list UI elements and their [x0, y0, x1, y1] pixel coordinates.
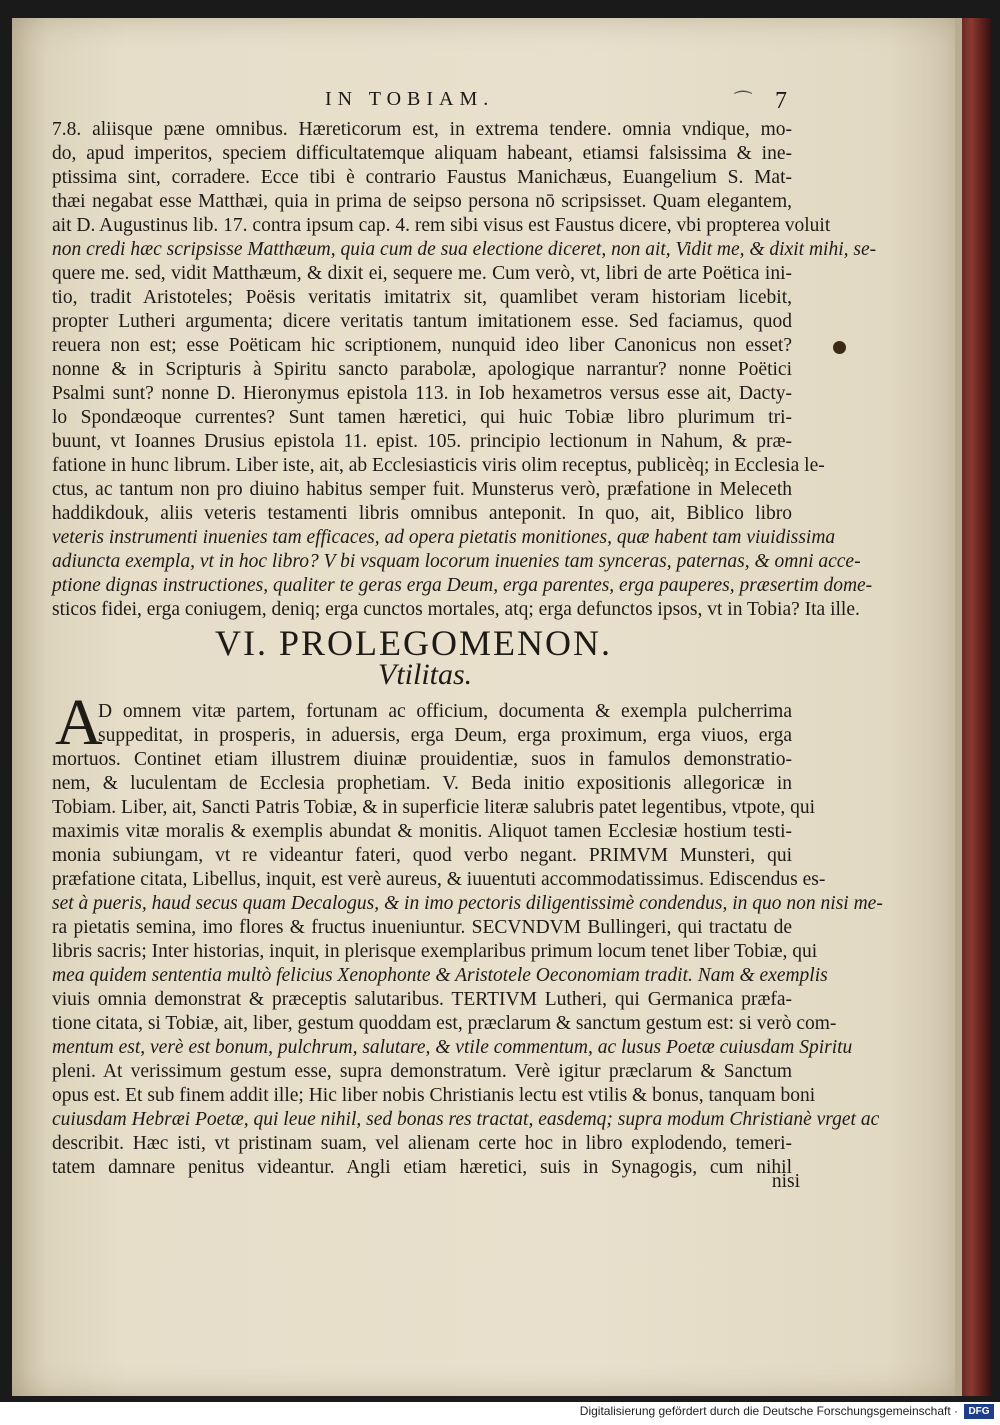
- text-block-lower: [52, 700, 883, 1180]
- text-line: pleni. At verissimum gestum esse, supra demonstratum. Verè igitur præclarum & Sanctum: [52, 1061, 792, 1082]
- text-line: tione citata, si Tobiæ, ait, liber, gestum quoddam est, præclarum & sanctum gestum est: si verò com-: [52, 1013, 837, 1034]
- text-line: fatione in hunc librum. Liber iste, ait, ab Ecclesiasticis viris olim receptus, publicèq; in Ecclesia le-: [52, 455, 825, 476]
- text-line: describit. Hæc isti, vt pristinam suam, vel alienam certe hoc in libro explodendo, temeri-: [52, 1133, 792, 1154]
- section-heading: VI. PROLEGOMENON.: [215, 623, 612, 663]
- book-spine: [962, 18, 992, 1396]
- text-line: haddikdouk, aliis veteris testamenti libris omnibus anteponit. In quo, ait, Biblico libro: [52, 503, 792, 524]
- text-line: suppeditat, in prosperis, in aduersis, erga Deum, erga proximum, erga viuos, erga: [98, 725, 792, 746]
- text-line: propter Lutheri argumenta; dicere veritatis tantum imitationem esse. Sed faciamus, quod: [52, 311, 792, 332]
- page-number: 7: [775, 88, 787, 114]
- text-line: Tobiam. Liber, ait, Sancti Patris Tobiæ, & in superficie literæ salubris patet legentibus, vtpote, qui: [52, 797, 815, 818]
- text-line: maximis vitæ moralis & exemplis abundat & monitis. Aliquot tamen Ecclesiæ hostium testi-: [52, 821, 792, 842]
- text-line: nem, & luculentam de Ecclesia prophetiam. V. Beda initio expositionis allegoricæ in: [52, 773, 792, 794]
- text-line: ptissima sint, corradere. Ecce tibi è contrario Faustus Manichæus, Euangelium S. Mat-: [52, 167, 792, 188]
- text-line: thæi negabat esse Matthæi, quia in prima de seipso persona nō scripsisset. Quam elegantem,: [52, 191, 792, 212]
- text-line: mortuos. Continet etiam illustrem diuinæ prouidentiæ, suos in famulos demonstratio-: [52, 749, 792, 770]
- text-line: quere me. sed, vidit Matthæum, & dixit ei, sequere me. Cum verò, vt, libri de arte Poëtica ini-: [52, 263, 792, 284]
- text-line: D omnem vitæ partem, fortunam ac officium, documenta & exempla pulcherrima: [98, 701, 792, 722]
- text-line: veteris instrumenti inuenies tam efficaces, ad opera pietatis monitiones, quæ habent tam viuidissima: [52, 527, 836, 548]
- text-line: adiuncta exempla, vt in hoc libro? V bi vsquam locorum inuenies tam synceras, paternas, & omni acce-: [52, 551, 861, 572]
- text-line: libris sacris; Inter historias, inquit, in plerisque exemplaribus primum locum tenet liber Tobiæ, qui: [52, 941, 818, 962]
- ink-dot: [833, 341, 846, 354]
- text-line: tio, tradit Aristoteles; Poësis veritatis imitatrix sit, quamlibet veram historiam licebit,: [52, 287, 792, 308]
- section-subheading: Vtilitas.: [378, 658, 473, 691]
- text-line: ctus, ac tantum non pro diuino habitus semper fuit. Munsterus verò, præfatione in Meleceth: [52, 479, 792, 500]
- text-line: nonne & in Scripturis à Spiritu sancto parabolæ, apologique narrantur? nonne Poëtici: [52, 359, 792, 380]
- text-line: lo Spondæoque currentes? Sunt tamen hæretici, qui huic Tobiæ libro plurimum tri-: [52, 407, 792, 428]
- text-line: buunt, vt Ioannes Drusius epistola 11. epist. 105. principio lectionum in Nahum, & præ-: [52, 431, 792, 452]
- text-line: præfatione citata, Libellus, inquit, est verè aureus, & iuuentuti accommodatissimus. Ediscendus es-: [52, 869, 826, 890]
- text-line: cuiusdam Hebræi Poetæ, qui leue nihil, sed bonas res tractat, easdemq; supra modum Christianè vrget ac: [52, 1109, 880, 1130]
- catchword: nisi: [771, 1171, 800, 1192]
- drop-cap: A: [55, 686, 103, 759]
- text-line: tatem damnare penitus videantur. Angli etiam hæretici, suis in Synagogis, cum nihil: [52, 1157, 792, 1178]
- text-line: set à pueris, haud secus quam Decalogus, & in imo pectoris diligentissimè condendus, in quo non nisi me-: [52, 893, 883, 914]
- text-line: do, apud imperitos, speciem difficultatemque aliquam habeant, etiamsi falsissima & ine-: [52, 143, 792, 164]
- text-line: reuera non est; esse Poëticam hic scriptionem, nunquid ideo liber Canonicus non esset?: [52, 335, 792, 356]
- text-line: monia subiungam, vt re videantur fateri, quod verbo negant. PRIMVM Munsteri, qui: [52, 845, 792, 866]
- text-line: mentum est, verè est bonum, pulchrum, salutare, & vtile commentum, ac lusus Poetæ cuiusdam Spiritu: [52, 1037, 853, 1058]
- text-line: non credi hæc scripsisse Matthæum, quia cum de sua electione diceret, non ait, Vidit me, & dixit mihi, se-: [52, 239, 877, 260]
- text-line: mea quidem sententia multò felicius Xenophonte & Aristotele Oeconomiam tradit. Nam & exemplis: [52, 965, 828, 986]
- text-line: ra pietatis semina, imo flores & fructus inueniuntur. SECVNDVM Bullingeri, qui tractatu de: [52, 917, 792, 938]
- pen-mark: ⁀: [735, 92, 752, 114]
- text-line: 7.8. aliisque pæne omnibus. Hæreticorum est, in extrema tendere. omnia vndique, mo-: [52, 119, 792, 140]
- text-block-upper: [52, 118, 877, 622]
- text-line: ptione dignas instructiones, qualiter te geras erga Deum, erga parentes, erga pauperes, præsertim dome-: [52, 575, 873, 596]
- text-line: opus est. Et sub finem addit ille; Hic liber nobis Christianis lectu est vtilis & bonus, tanquam boni: [52, 1085, 816, 1106]
- text-line: sticos fidei, erga coniugem, deniq; erga cunctos mortales, atq; erga defunctos ipsos, vt in Tobia? Ita ille.: [52, 599, 860, 620]
- text-line: ait D. Augustinus lib. 17. contra ipsum cap. 4. rem sibi visus est Faustus dicere, vbi propterea voluit: [52, 215, 831, 236]
- running-head: IN TOBIAM.: [325, 88, 495, 110]
- footer-credit: Digitalisierung gefördert durch die Deutsche Forschungsgemeinschaft ·: [579, 1404, 958, 1418]
- text-line: viuis omnia demonstrat & præceptis salutaribus. TERTIVM Lutheri, qui Germanica præfa-: [52, 989, 792, 1010]
- text-line: Psalmi sunt? nonne D. Hieronymus epistola 113. in Iob hexametros versus esse ait, Dacty-: [52, 383, 792, 404]
- dfg-logo: DFG: [964, 1404, 994, 1419]
